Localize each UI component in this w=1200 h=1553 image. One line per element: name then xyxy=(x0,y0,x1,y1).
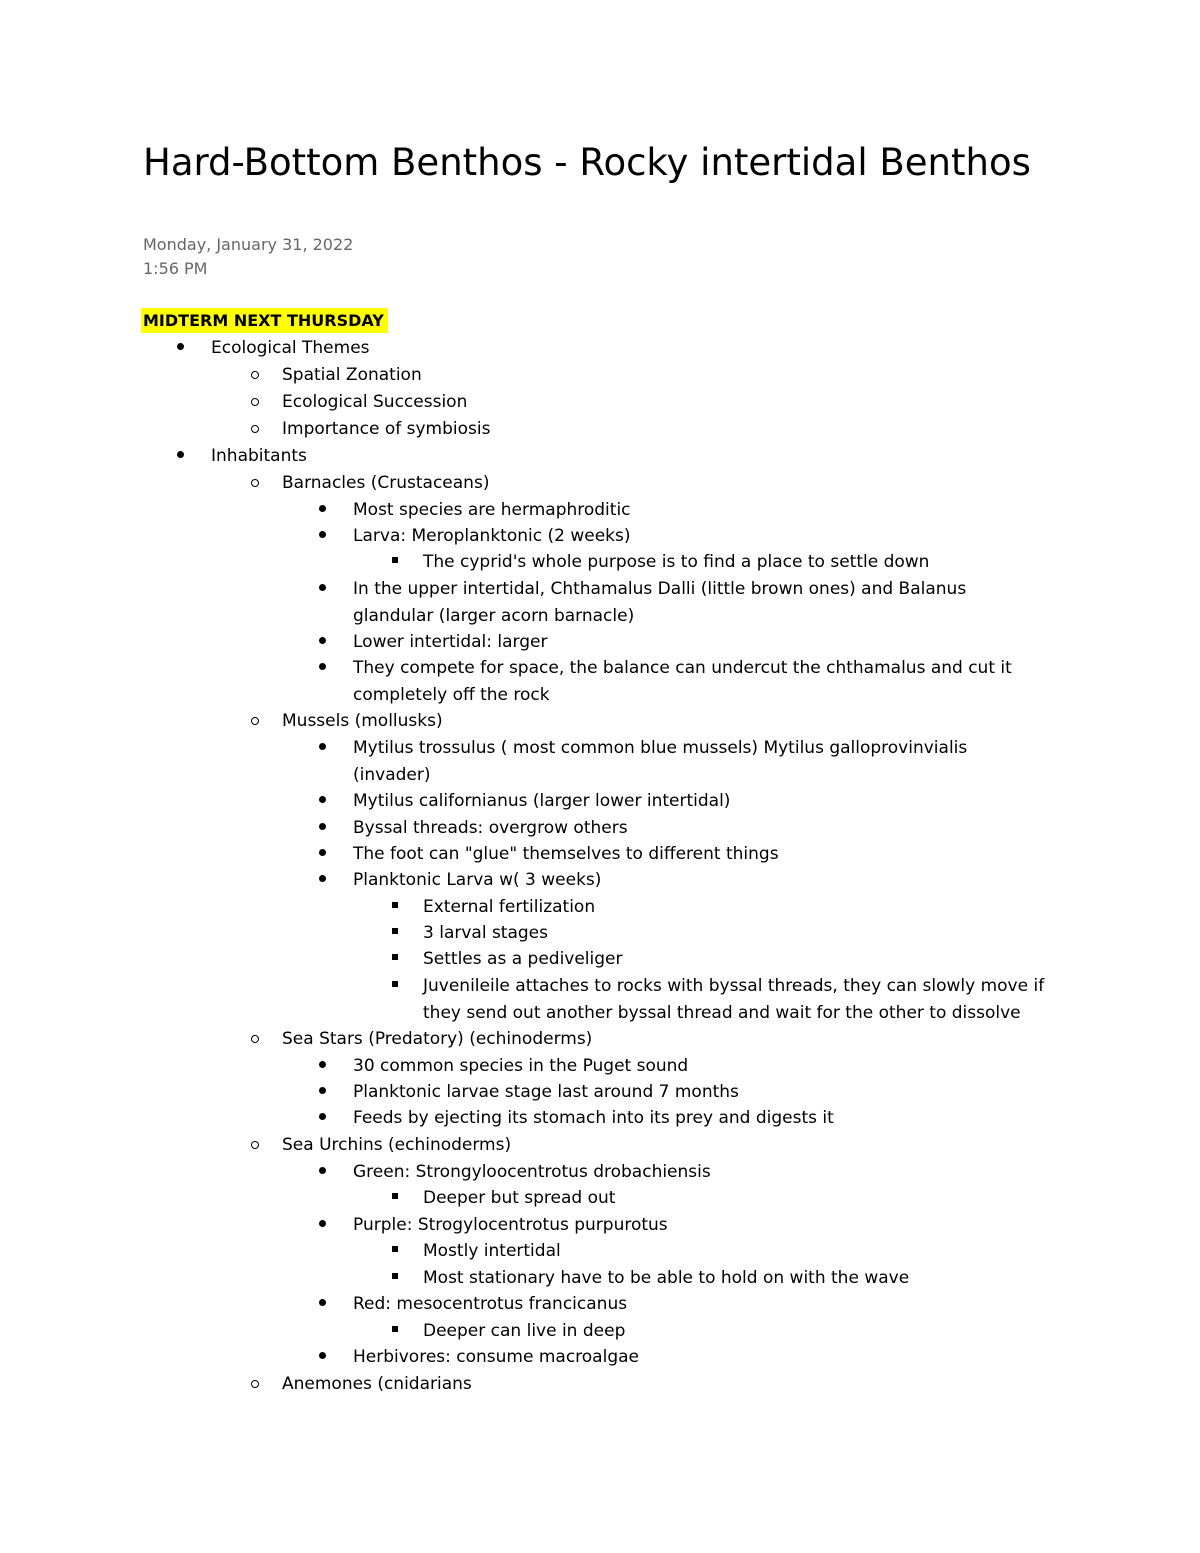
midterm-highlight: MIDTERM NEXT THURSDAY xyxy=(141,308,388,333)
list-item xyxy=(423,920,1073,947)
item-text: External fertilization xyxy=(423,897,596,917)
list-item xyxy=(423,549,1073,576)
list-item xyxy=(282,1026,1102,1053)
list-item xyxy=(211,335,1091,362)
bullet-square-icon xyxy=(392,557,398,563)
item-text: Ecological Themes xyxy=(211,338,370,358)
item-text: Deeper can live in deep xyxy=(423,1321,626,1341)
bullet-dot-icon xyxy=(177,343,184,350)
bullet-dot-icon xyxy=(319,584,326,591)
bullet-circle-icon xyxy=(251,1035,259,1043)
bullet-dot-icon xyxy=(319,531,326,538)
item-text: Planktonic Larva w( 3 weeks) xyxy=(353,870,602,890)
list-item xyxy=(353,1291,1043,1318)
bullet-dot-icon xyxy=(319,1352,326,1359)
list-item xyxy=(353,629,1043,656)
item-text: Anemones (cnidarians xyxy=(282,1374,472,1394)
item-text: The cyprid's whole purpose is to find a place to settle down xyxy=(423,552,930,572)
bullet-dot-icon xyxy=(319,743,326,750)
bullet-dot-icon xyxy=(319,1087,326,1094)
item-text: Sea Stars (Predatory) (echinoderms) xyxy=(282,1029,593,1049)
bullet-dot-icon xyxy=(177,451,184,458)
note-time: 1:56 PM xyxy=(143,259,208,278)
item-text: Sea Urchins (echinoderms) xyxy=(282,1135,512,1155)
list-item xyxy=(353,1053,1043,1080)
list-item xyxy=(211,443,1091,470)
list-item xyxy=(282,470,1102,497)
list-item xyxy=(282,362,1102,389)
list-item xyxy=(423,1265,1073,1292)
list-item xyxy=(282,1371,1102,1398)
page-title: Hard-Bottom Benthos - Rocky intertidal Benthos xyxy=(143,141,1031,184)
bullet-dot-icon xyxy=(319,1299,326,1306)
item-text: Most species are hermaphroditic xyxy=(353,500,631,520)
list-item xyxy=(423,1318,1073,1345)
bullet-square-icon xyxy=(392,928,398,934)
item-text: Mytilus trossulus ( most common blue mussels) Mytilus galloprovinvialis (invader) xyxy=(353,738,968,785)
item-text: Feeds by ejecting its stomach into its prey and digests it xyxy=(353,1108,834,1128)
bullet-circle-icon xyxy=(251,479,259,487)
item-text: Purple: Strogylocentrotus purpurotus xyxy=(353,1215,668,1235)
note-date: Monday, January 31, 2022 xyxy=(143,235,354,254)
bullet-circle-icon xyxy=(251,1380,259,1388)
bullet-circle-icon xyxy=(251,1141,259,1149)
item-text: Byssal threads: overgrow others xyxy=(353,818,628,838)
bullet-dot-icon xyxy=(319,637,326,644)
list-item xyxy=(353,1344,1043,1371)
item-text: Barnacles (Crustaceans) xyxy=(282,473,490,493)
item-text: Spatial Zonation xyxy=(282,365,422,385)
item-text: In the upper intertidal, Chthamalus Dalli (little brown ones) and Balanus glandular (larger acorn barnacle) xyxy=(353,579,967,626)
bullet-square-icon xyxy=(392,902,398,908)
list-item xyxy=(353,655,1043,708)
item-text: Green: Strongyloocentrotus drobachiensis xyxy=(353,1162,711,1182)
bullet-dot-icon xyxy=(319,875,326,882)
item-text: Lower intertidal: larger xyxy=(353,632,548,652)
list-item xyxy=(423,894,1073,921)
list-item xyxy=(353,523,1043,550)
item-text: Mostly intertidal xyxy=(423,1241,561,1261)
list-item xyxy=(353,1079,1043,1106)
bullet-circle-icon xyxy=(251,371,259,379)
list-item xyxy=(353,867,1043,894)
list-item xyxy=(353,576,1043,629)
bullet-circle-icon xyxy=(251,717,259,725)
item-text: Settles as a pediveliger xyxy=(423,949,623,969)
item-text: Juvenileile attaches to rocks with byssal threads, they can slowly move if they send out another byssal thread and wait for the other to dissolve xyxy=(423,976,1045,1023)
bullet-dot-icon xyxy=(319,1220,326,1227)
item-text: The foot can "glue" themselves to different things xyxy=(353,844,779,864)
bullet-square-icon xyxy=(392,1273,398,1279)
bullet-dot-icon xyxy=(319,796,326,803)
bullet-square-icon xyxy=(392,1326,398,1332)
bullet-dot-icon xyxy=(319,1061,326,1068)
list-item xyxy=(282,416,1102,443)
list-item xyxy=(353,497,1043,524)
bullet-circle-icon xyxy=(251,398,259,406)
item-text: Herbivores: consume macroalgae xyxy=(353,1347,639,1367)
bullet-dot-icon xyxy=(319,663,326,670)
list-item xyxy=(353,735,1043,788)
list-item xyxy=(282,1132,1102,1159)
bullet-square-icon xyxy=(392,1246,398,1252)
list-item xyxy=(353,841,1043,868)
item-text: Larva: Meroplanktonic (2 weeks) xyxy=(353,526,631,546)
list-item xyxy=(423,1238,1073,1265)
list-item xyxy=(353,815,1043,842)
item-text: Importance of symbiosis xyxy=(282,419,491,439)
item-text: Planktonic larvae stage last around 7 months xyxy=(353,1082,739,1102)
list-item xyxy=(282,389,1102,416)
bullet-dot-icon xyxy=(319,849,326,856)
list-item xyxy=(353,1212,1043,1239)
list-item xyxy=(423,973,1073,1026)
bullet-square-icon xyxy=(392,1193,398,1199)
item-text: Deeper but spread out xyxy=(423,1188,616,1208)
item-text: Ecological Succession xyxy=(282,392,468,412)
list-item xyxy=(282,708,1102,735)
item-text: Mussels (mollusks) xyxy=(282,711,443,731)
item-text: Inhabitants xyxy=(211,446,307,466)
bullet-square-icon xyxy=(392,981,398,987)
item-text: 3 larval stages xyxy=(423,923,549,943)
bullet-dot-icon xyxy=(319,823,326,830)
bullet-dot-icon xyxy=(319,505,326,512)
bullet-circle-icon xyxy=(251,425,259,433)
list-item xyxy=(423,1185,1073,1212)
bullet-dot-icon xyxy=(319,1113,326,1120)
item-text: Mytilus californianus (larger lower intertidal) xyxy=(353,791,731,811)
list-item xyxy=(353,1105,1043,1132)
list-item xyxy=(423,946,1073,973)
item-text: Red: mesocentrotus francicanus xyxy=(353,1294,628,1314)
bullet-square-icon xyxy=(392,954,398,960)
list-item xyxy=(353,1159,1043,1186)
list-item xyxy=(353,788,1043,815)
item-text: They compete for space, the balance can undercut the chthamalus and cut it completely off the rock xyxy=(353,658,1012,705)
item-text: 30 common species in the Puget sound xyxy=(353,1056,689,1076)
item-text: Most stationary have to be able to hold on with the wave xyxy=(423,1268,910,1288)
bullet-dot-icon xyxy=(319,1167,326,1174)
